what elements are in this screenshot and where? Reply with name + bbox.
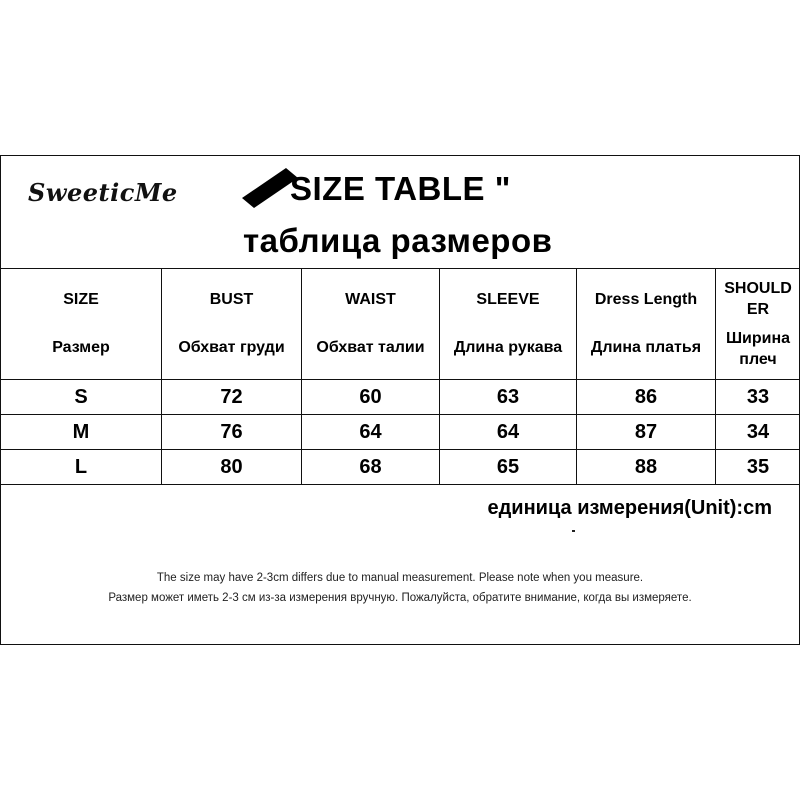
bust-cell: 76: [162, 415, 302, 450]
header-cell-shoulder: [716, 269, 800, 380]
shoulder-cell: 34: [716, 415, 800, 450]
unit-note: единица измерения(Unit):cm: [487, 497, 772, 519]
header-label-en: SHOULD ER: [724, 280, 792, 318]
sleeve-cell: 63: [440, 380, 577, 415]
header-label-ru: Обхват талии: [316, 339, 425, 356]
sleeve-cell: 64: [440, 415, 577, 450]
header-cell-size: [1, 269, 162, 380]
measurement-note-russian: Размер может иметь 2-3 см из-за измерения вручную. Пожалуйста, обратите внимание, когда вы измеряете.: [108, 592, 692, 604]
dress-length-cell: 88: [577, 450, 716, 485]
header-label-en: SIZE: [63, 291, 99, 308]
waist-cell: 60: [302, 380, 440, 415]
table-row: [1, 415, 800, 450]
header-label-en: WAIST: [345, 291, 396, 308]
header-label-en: Dress Length: [594, 291, 698, 308]
header-label-ru: Ширина плеч: [725, 330, 791, 368]
title-russian: таблица размеров: [243, 222, 553, 259]
header-cell-waist: [302, 269, 440, 380]
stray-mark: [572, 530, 575, 532]
header-label-ru: Длина рукава: [453, 339, 563, 356]
size-cell: S: [1, 380, 162, 415]
table-header-row: [1, 269, 800, 380]
header-cell-sleeve: [440, 269, 577, 380]
bust-cell: 80: [162, 450, 302, 485]
dress-length-cell: 87: [577, 415, 716, 450]
shoulder-cell: 35: [716, 450, 800, 485]
header-label-ru: Длина платья: [590, 339, 702, 356]
header-label-ru: Размер: [52, 339, 110, 356]
header-cell-bust: [162, 269, 302, 380]
header-label-ru: Обхват груди: [178, 339, 285, 356]
table-row: [1, 380, 800, 415]
size-table: [0, 268, 800, 485]
shoulder-cell: 33: [716, 380, 800, 415]
header-cell-dress-length: [577, 269, 716, 380]
header-label-en: BUST: [209, 291, 254, 308]
dress-length-cell: 86: [577, 380, 716, 415]
title-english: SIZE TABLE ": [290, 170, 511, 207]
size-cell: L: [1, 450, 162, 485]
header-label-en: SLEEVE: [476, 291, 540, 308]
measurement-note-english: The size may have 2-3cm differs due to manual measurement. Please note when you measure.: [156, 572, 644, 584]
sleeve-cell: 65: [440, 450, 577, 485]
size-cell: M: [1, 415, 162, 450]
waist-cell: 68: [302, 450, 440, 485]
waist-cell: 64: [302, 415, 440, 450]
brand-logo: SweeticMe: [28, 178, 178, 207]
bust-cell: 72: [162, 380, 302, 415]
table-row: [1, 450, 800, 485]
